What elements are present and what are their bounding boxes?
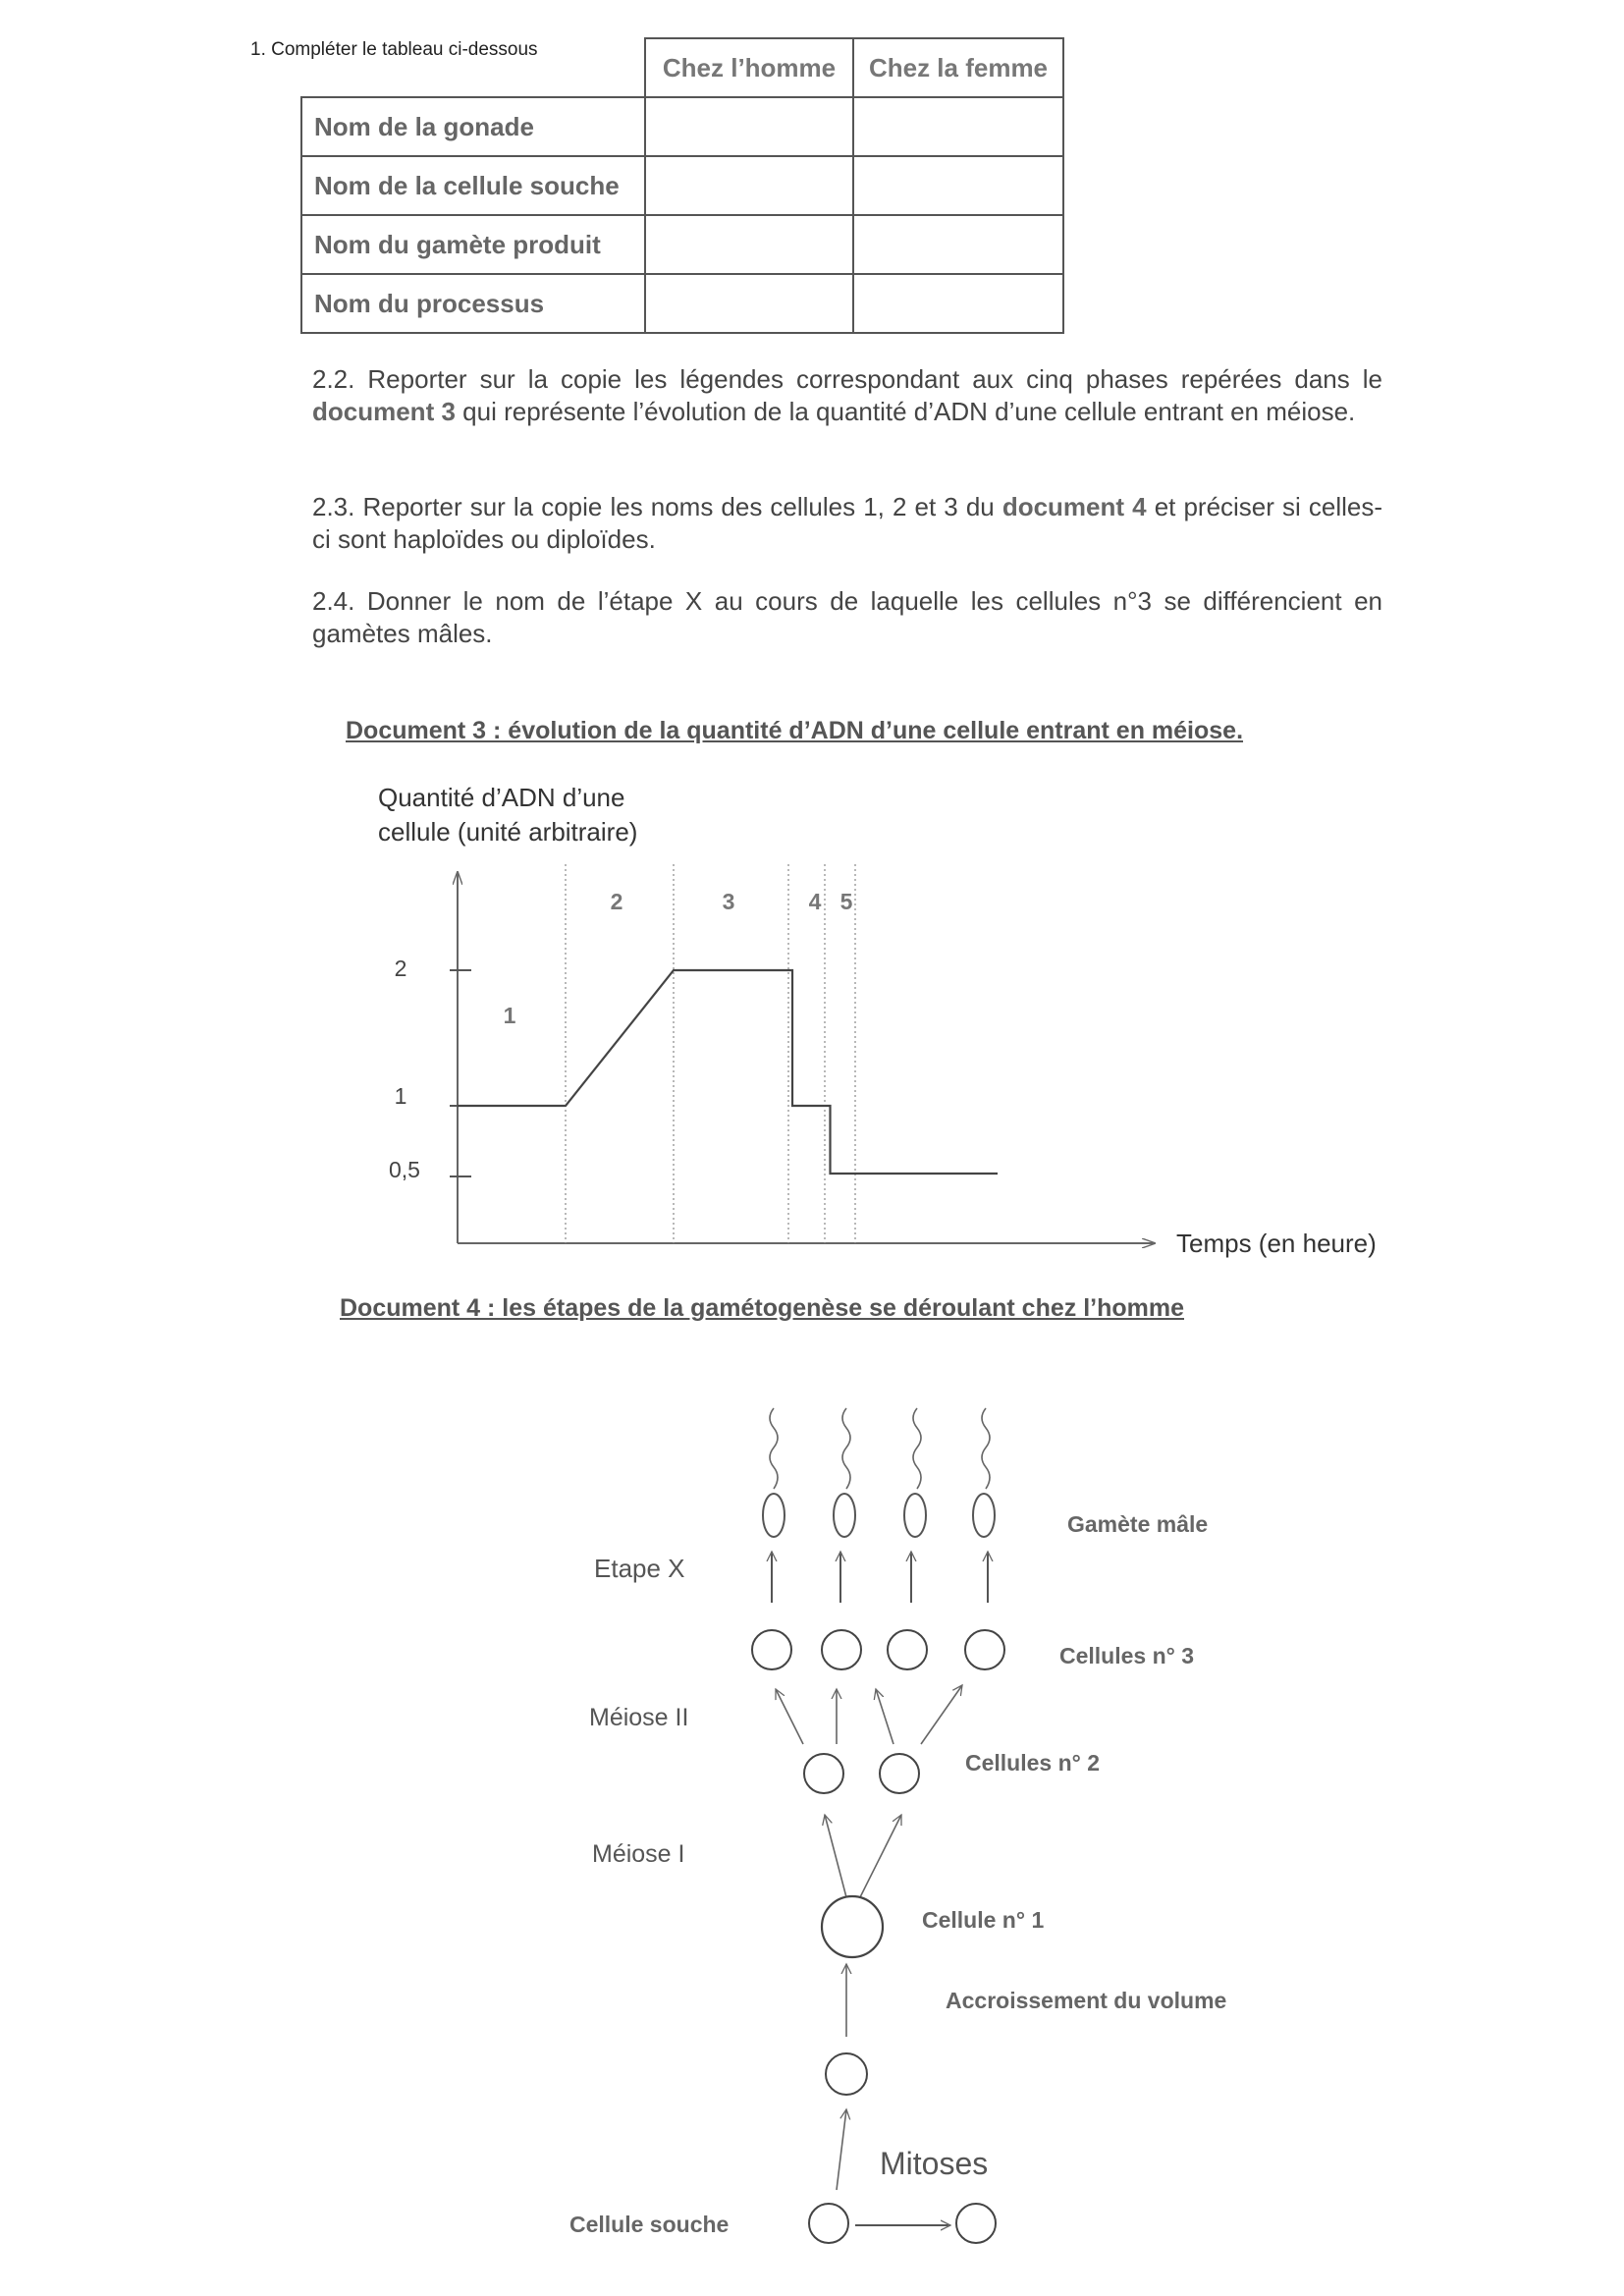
question-text: Reporter sur la copie les noms des cellules 1, 2 et 3 du (362, 492, 995, 521)
phase-label: 4 (808, 889, 822, 914)
document-reference: document 4 (1001, 492, 1147, 521)
label-etape-x: Etape X (594, 1554, 685, 1583)
ylabel-line-2: cellule (unité arbitraire) (378, 817, 638, 847)
stem-cell-icon (809, 2204, 848, 2243)
label-meiose-2: Méiose II (589, 1704, 689, 1731)
row-label: Nom de la cellule souche (301, 156, 645, 215)
header-homme: Chez l’homme (645, 38, 853, 97)
flagella (770, 1408, 990, 1489)
document-3-title: Document 3 : évolution de la quantité d’ADN d’une cellule entrant en méiose. (346, 717, 1244, 744)
label-mitoses: Mitoses (880, 2146, 989, 2181)
y-tick-label: 1 (394, 1083, 407, 1110)
question-number: 2.2. (312, 364, 355, 394)
cell-icon (804, 1754, 843, 1793)
document-4-title: Document 4 : les étapes de la gamétogenèse se déroulant chez l’homme (340, 1294, 1184, 1322)
question-text: et préciser si celles-ci sont haploïdes ou diploïdes. (312, 492, 1382, 554)
label-accroissement: Accroissement du volume (946, 1988, 1227, 2013)
sperm-head-icon (904, 1494, 926, 1537)
ylabel-line-1: Quantité d’ADN d’une (378, 783, 625, 812)
cell-1-icon (822, 1896, 883, 1957)
meiose-2-arrows (776, 1685, 962, 1744)
sperm-head-icon (973, 1494, 995, 1537)
sperm-heads (763, 1494, 995, 1537)
question-text: qui représente l’évolution de la quantité d’ADN d’une cellule entrant en méiose. (462, 397, 1356, 426)
phase-separators (566, 864, 855, 1243)
sperm-head-icon (763, 1494, 785, 1537)
header-femme: Chez la femme (853, 38, 1063, 97)
phase-label: 5 (839, 889, 853, 914)
etape-x-arrows (772, 1552, 988, 1603)
cell-icon (888, 1630, 927, 1669)
cell-icon (965, 1630, 1004, 1669)
row-label: Nom du processus (301, 274, 645, 333)
y-tick-label: 0,5 (389, 1157, 420, 1183)
cells-3 (752, 1630, 1004, 1669)
meiose-1-arrows (825, 1815, 901, 1897)
question-text: Donner le nom de l’étape X au cours de laquelle les cellules n°3 se différencient en gamètes mâles. (312, 586, 1382, 648)
y-tick-label: 2 (394, 956, 407, 982)
document-reference: document 3 (312, 397, 456, 426)
label-cellules-3: Cellules n° 3 (1059, 1643, 1195, 1668)
phase-label: 2 (610, 889, 623, 914)
y-tick-marks (450, 970, 471, 1176)
phase-label: 1 (503, 1003, 516, 1028)
mitosis-arrow (837, 2109, 846, 2190)
cell-icon (822, 1630, 861, 1669)
question-1: 1. Compléter le tableau ci-dessous (250, 39, 538, 60)
x-axis-label: Temps (en heure) (1176, 1229, 1377, 1258)
stem-cell-icon (956, 2204, 996, 2243)
cell-icon (752, 1630, 791, 1669)
row-label: Nom du gamète produit (301, 215, 645, 274)
label-cellules-2: Cellules n° 2 (965, 1750, 1101, 1776)
sperm-head-icon (834, 1494, 855, 1537)
dna-series-line (458, 970, 998, 1174)
gametogenesis-diagram (0, 1355, 1624, 2296)
label-gamete: Gamète mâle (1067, 1511, 1209, 1537)
question-number: 2.3. (312, 492, 355, 521)
cell-icon (880, 1754, 919, 1793)
label-cellule-1: Cellule n° 1 (922, 1907, 1045, 1933)
label-souche: Cellule souche (569, 2212, 730, 2237)
label-meiose-1: Méiose I (592, 1840, 685, 1868)
row-label: Nom de la gonade (301, 97, 645, 156)
phase-label: 3 (722, 889, 735, 914)
cell-icon (826, 2053, 867, 2095)
question-text: Reporter sur la copie les légendes correspondant aux cinq phases repérées dans le (367, 364, 1382, 394)
question-number: 2.4. (312, 586, 355, 616)
cells-2 (804, 1754, 919, 1793)
